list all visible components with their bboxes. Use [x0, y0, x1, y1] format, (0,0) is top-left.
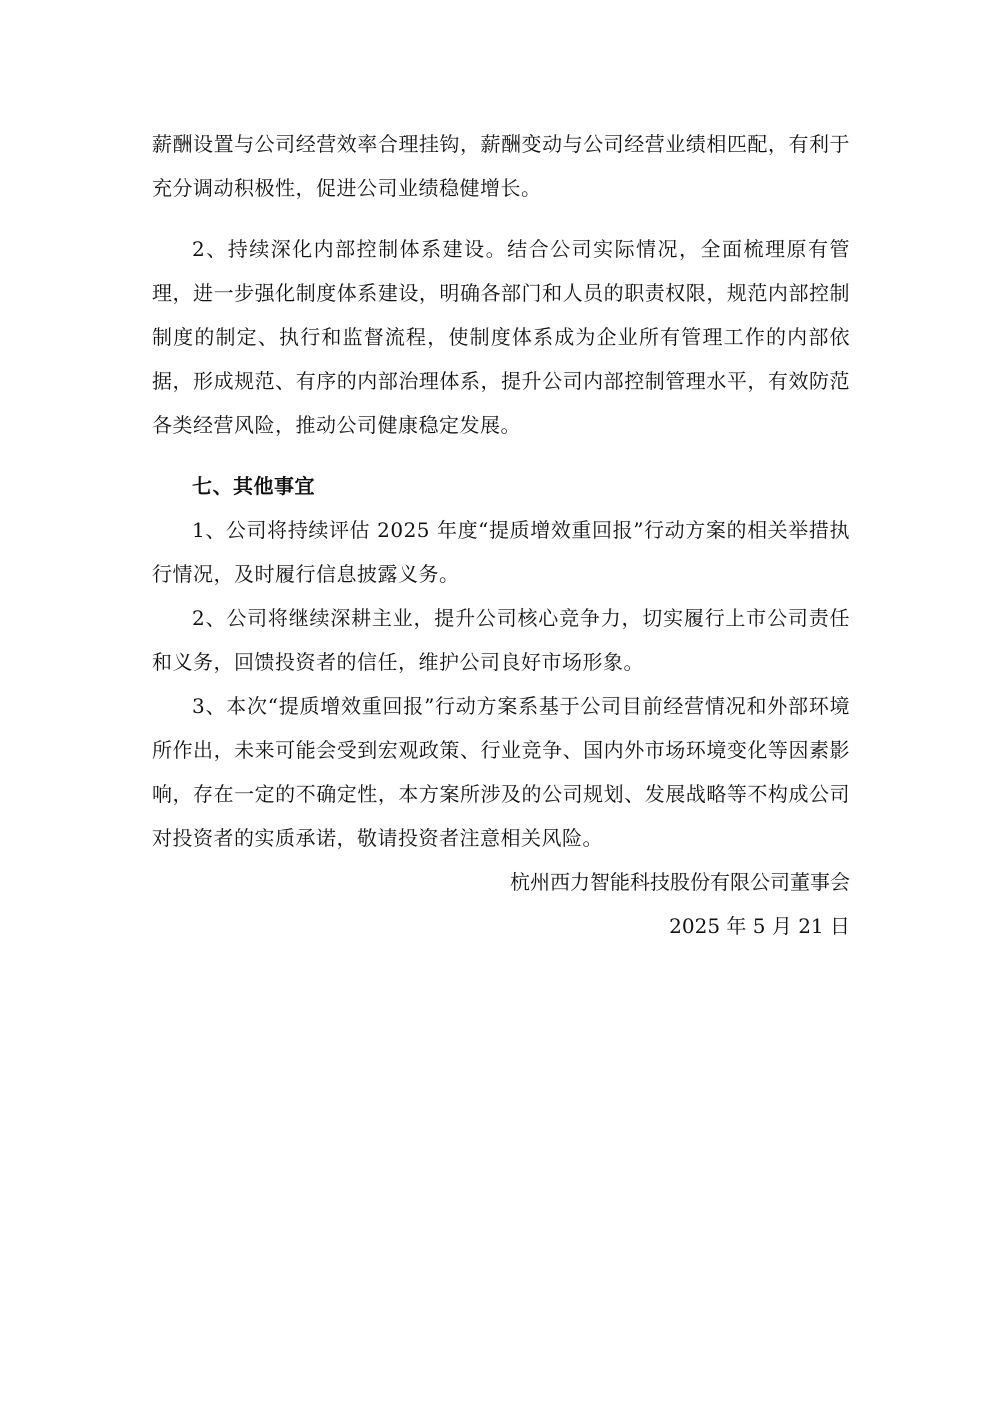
section-heading-other-matters: 七、其他事宜: [192, 474, 315, 498]
list-item: 2、公司将继续深耕主业，提升公司核心竞争力，切实履行上市公司责任和义务，回馈投资者的信任，维护公司良好市场形象。: [152, 606, 850, 674]
signature-date: 2025 年 5 月 21 日: [669, 914, 850, 938]
signature-block: [510, 860, 850, 948]
signature-company: 杭州西力智能科技股份有限公司董事会: [510, 870, 850, 894]
list-item: 3、本次“提质增效重回报”行动方案系基于公司目前经营情况和外部环境所作出，未来可能会受到宏观政策、行业竞争、国内外市场环境变化等因素影响，存在一定的不确定性，本方案所涉及的公司规划、发展战略等不构成公司对投资者的实质承诺，敬请投资者注意相关风险。: [152, 694, 850, 850]
list-item: 1、公司将持续评估 2025 年度“提质增效重回报”行动方案的相关举措执行情况，及时履行信息披露义务。: [152, 518, 850, 586]
document-body: [152, 122, 850, 860]
paragraph-continuation: 薪酬设置与公司经营效率合理挂钩，薪酬变动与公司经营业绩相匹配，有利于充分调动积极性，促进公司业绩稳健增长。: [152, 132, 850, 200]
paragraph-internal-control: 2、持续深化内部控制体系建设。结合公司实际情况，全面梳理原有管理，进一步强化制度体系建设，明确各部门和人员的职责权限，规范内部控制制度的制定、执行和监督流程，使制度体系成为企业所有管理工作的内部依据，形成规范、有序的内部治理体系，提升公司内部控制管理水平，有效防范各类经营风险，推动公司健康稳定发展。: [152, 237, 850, 437]
